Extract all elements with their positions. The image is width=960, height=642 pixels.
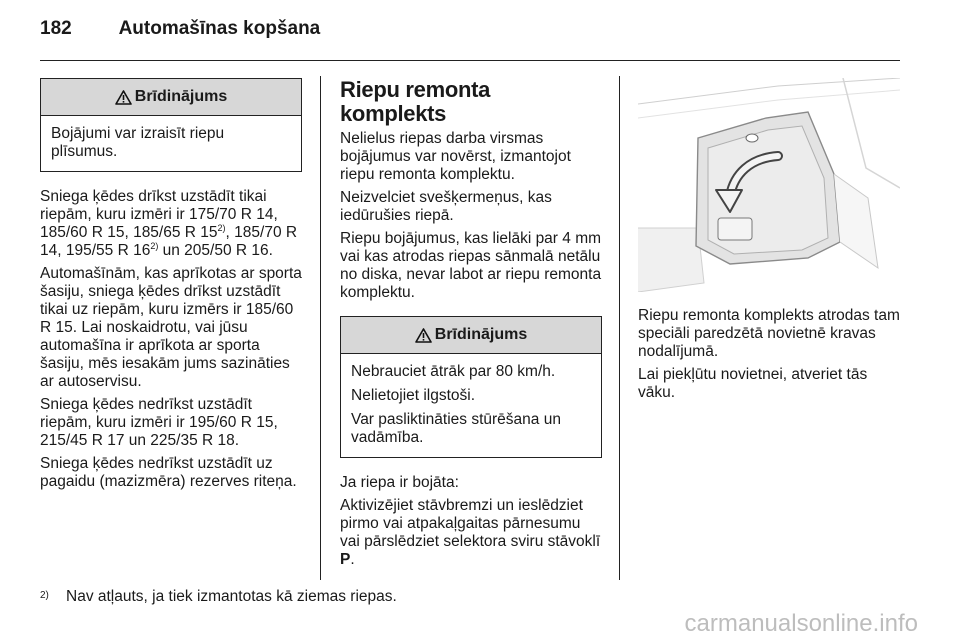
warning-body (341, 354, 601, 457)
footnote (40, 588, 397, 606)
text-run: Aktivizējiet stāvbremzi un ieslēdziet pirmo vai atpakaļgaitas pārnesumu vai pārslēdziet selektora sviru stāvoklī (340, 497, 601, 550)
paragraph-if-damaged: Ja riepa ir bojāta: (340, 474, 459, 491)
warning-header (41, 79, 301, 116)
paragraph-foreign-objects: Neizvelciet svešķermeņus, kas iedūrušies riepā. (340, 189, 552, 224)
paragraph-intro: Nelielus riepas darba virsmas bojājumus var novērst, izmantojot riepu remonta komplektu. (340, 130, 571, 183)
header-divider (40, 60, 900, 61)
text-run: un 205/50 R 16. (158, 242, 273, 259)
warning-header (341, 317, 601, 354)
section-heading: Riepu remonta komplekts (340, 77, 491, 126)
footnote-mark: 2) (40, 590, 49, 601)
text-run: , 185/70 R 14, 195/55 R 16 (40, 224, 298, 259)
column-divider (619, 76, 620, 580)
paragraph-not-allowed-sizes: Sniega ķēdes nedrīkst uzstādīt riepām, kuru izmēri ir 195/60 R 15, 215/45 R 17 un 225/35 R 18. (40, 396, 278, 449)
cargo-compartment-cover-arrow-illustration (638, 78, 900, 292)
warning-line: Var pasliktināties stūrēšana un vadāmība. (351, 411, 561, 446)
paragraph-spare-wheel: Sniega ķēdes nedrīkst uzstādīt uz pagaidu (mazizmēra) rezerves riteņa. (40, 455, 297, 490)
warning-triangle-icon (415, 328, 432, 343)
gear-position: P (340, 551, 351, 568)
text-run: . (350, 551, 355, 568)
warning-title: Brīdinājums (434, 326, 528, 343)
paragraph-park-brake (340, 497, 602, 569)
column-divider (320, 76, 321, 580)
page-header (40, 18, 320, 40)
warning-triangle-icon (115, 90, 132, 105)
watermark: carmanualsonline.info (684, 610, 918, 637)
column-middle (340, 78, 602, 574)
paragraph-open-cover: Lai piekļūtu novietnei, atveriet tās vāku. (638, 366, 868, 401)
page-number: 182 (40, 18, 72, 39)
warning-text: Bojājumi var izraisīt riepu plīsumus. (51, 125, 225, 160)
warning-title: Brīdinājums (134, 88, 228, 105)
text-run: Sniega ķēdes drīkst uzstādīt tikai riepām, kuru izmēri ir 175/70 R 14, 185/60 R 15, 185/65 R 15 (40, 188, 278, 241)
warning-body (41, 116, 301, 171)
warning-box (340, 316, 602, 458)
warning-box (40, 78, 302, 172)
paragraph-damage-limits: Riepu bojājumus, kas lielāki par 4 mm vai kas atrodas riepas sānmalā netālu no diska, nevar labot ar riepu remonta komplektu. (340, 230, 602, 301)
footnote-ref: 2) (217, 222, 226, 233)
warning-line: Nelietojiet ilgstoši. (351, 387, 476, 404)
page-title: Automašīnas kopšana (118, 18, 321, 39)
paragraph-snow-chains-sizes (40, 188, 302, 260)
column-right (638, 78, 900, 407)
column-left (40, 78, 302, 496)
warning-line: Nebrauciet ātrāk par 80 km/h. (351, 363, 556, 380)
paragraph-kit-location: Riepu remonta komplekts atrodas tam speciāli paredzētā novietnē kravas nodalījumā. (638, 307, 900, 360)
footnote-text: Nav atļauts, ja tiek izmantotas kā ziemas riepas. (66, 588, 397, 605)
footnote-ref: 2) (150, 240, 159, 251)
paragraph-sport-chassis: Automašīnām, kas aprīkotas ar sporta šasiju, sniega ķēdes drīkst uzstādīt tikai uz riepām, kuru izmērs ir 185/60 R 15. Lai noskaidrotu, vai jūsu automašīna ir aprīkota ar sporta šasiju, mēs iesakām jums sazināties ar autoservisu. (40, 265, 302, 390)
